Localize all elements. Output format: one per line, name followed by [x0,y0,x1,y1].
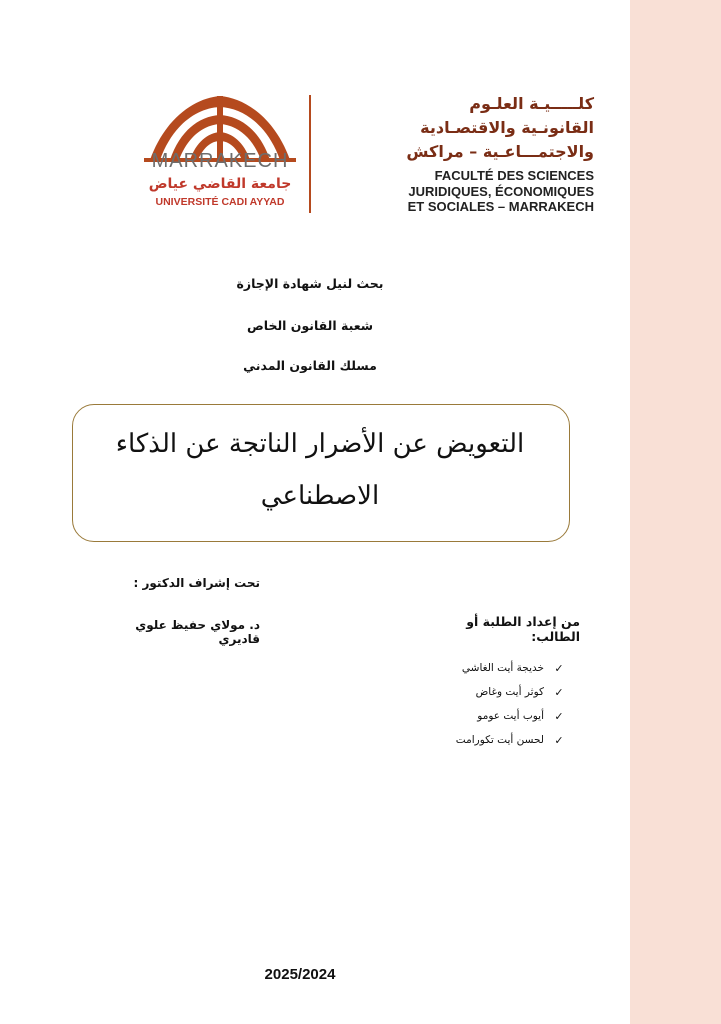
supervisor-name: د. مولاي حفيظ علوي قاديري [135,618,260,646]
faculty-name-french [318,168,594,215]
students-label: من إعداد الطلبة أو الطالب: [466,614,580,644]
supervisor-label: تحت إشراف الدكتور : [133,576,260,590]
decorative-side-band [630,0,721,1024]
academic-year: 2025/2024 [264,966,336,983]
title-line-2: الاصطناعي [260,481,380,511]
student-name: لحسن أيت تكورامت [455,734,544,746]
student-name: كوثر أيت وغاض [475,686,544,698]
faculty-ar-line-2: القانونـية والاقتصـادية [420,118,594,137]
list-item [420,680,568,704]
checkmark-icon: ✓ [554,733,564,747]
student-name: خديجة أيت الغاشي [461,662,544,674]
checkmark-icon: ✓ [554,709,564,723]
logo-city-name: MARRAKECH [151,150,289,172]
checkmark-icon: ✓ [554,685,564,699]
faculty-fr-line-3: ET SOCIALES – MARRAKECH [407,199,594,214]
header-divider [309,95,311,213]
logo-university-french: UNIVERSITÉ CADI AYYAD [155,196,285,208]
list-item [420,704,568,728]
track-line: مسلك القانون المدني [243,358,377,373]
thesis-title [72,418,568,522]
faculty-fr-line-1: FACULTÉ DES SCIENCES [434,168,594,183]
students-list [420,656,568,752]
faculty-fr-line-2: JURIDIQUES, ÉCONOMIQUES [408,183,594,199]
logo-university-arabic: جامعة القاضي عياض [148,176,292,192]
branch-line: شعبة القانون الخاص [246,318,374,333]
degree-line: بحث لنيل شهادة الإجازة [236,276,384,291]
checkmark-icon: ✓ [554,661,564,675]
list-item [420,656,568,680]
title-line-1: التعويض عن الأضرار الناتجة عن الذكاء [115,429,525,459]
faculty-ar-line-3: والاجتمـــاعـية – مراكش [406,142,594,161]
faculty-name-arabic [318,92,594,164]
faculty-ar-line-1: كلـــــيـة العلـوم [469,94,594,113]
list-item [420,728,568,752]
student-name: أيوب أيت عومو [477,710,544,722]
